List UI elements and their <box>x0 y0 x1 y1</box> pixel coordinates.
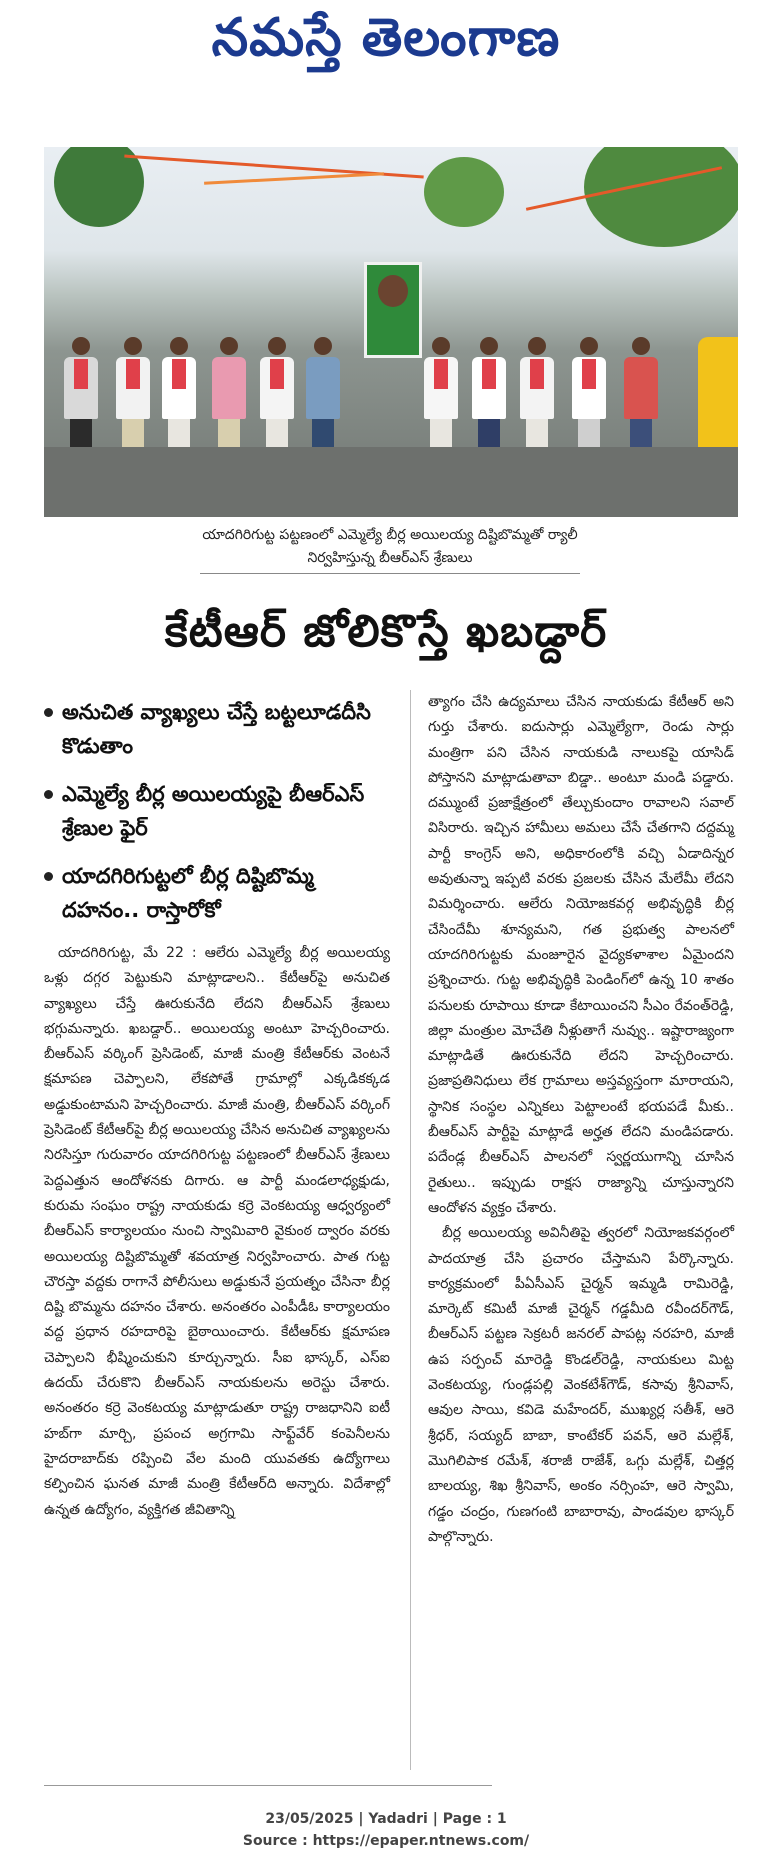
article-paragraph: బీర్ల అయిలయ్య అవినీతిపై త్వరలో నియోజకవర్గంలో పాదయాత్ర చేసి ప్రచారం చేస్తామని పేర్కొన్నారు. కార్యక్రమంలో పీఏసీఎస్ చైర్మన్ ఇమ్మడి రామిరెడ్డి, మార్కెట్ కమిటీ మాజీ చైర్మన్ గడ్డమీది రవీందర్‌గౌడ్, బీఆర్ఎస్ పట్టణ సెక్రటరీ జనరల్ పాపట్ల నరహరి, మాజీ ఉప సర్పంచ్ మారెడ్డి కొండల్‌రెడ్డి, నాయకులు మిట్ట వెంకటయ్య, గుండ్లపల్లి వెంకటేశ్‌గౌడ్, కసావు శ్రీనివాస్, ఆవుల సాయి, కవిడె మహేందర్, ముఖ్యర్ల సతీశ్, ఆరె శ్రీధర్, సయ్యద్ బాబా, కాంటేకర్ పవన్, ఆరె మల్లేశ్, మొగిలిపాక రమేశ్, శరాజీ రాజేశ్, ఒగ్గు మల్లేశ్, చిత్తర్ల బాలయ్య, శిఖ శ్రీనివాస్, అంకం నర్సింహ, ఆరె స్వామి, గడ్డం చంద్రం, గుణగంటి బాబారావు, పాండవుల భాస్కర్ పాల్గొన్నారు. <box>428 1225 734 1545</box>
bullet-icon <box>44 872 53 881</box>
article-paragraph: త్యాగం చేసి ఉద్యమాలు చేసిన నాయకుడు కేటీఆర్ అని గుర్తు చేశారు. ఐదుసార్లు ఎమ్మెల్యేగా, రెండు సార్లు మంత్రిగా పని చేసిన నాయకుడి నాలుకపై యాసిడ్ పోస్తానని మాట్లాడుతావా బిడ్డా.. అంటూ మండి పడ్డారు. దమ్ముంటే ప్రజాక్షేత్రంలో తేల్చుకుందాం రావాలని సవాల్ విసిరారు. ఇచ్చిన హామీలు అమలు చేసే చేతగాని దద్దమ్మ పార్టీ కాంగ్రెస్ అని, అధికారంలోకి వచ్చి ఏడాదిన్నర అవుతున్నా ఇప్పటి వరకు ప్రజలకు చేసిన మేలేమీ లేదని విమర్శించారు. ఆలేరు నియోజకవర్గ అభివృద్ధికి బీర్ల చేసిందేమీ శూన్యమని, గత ప్రభుత్వ పాలనలో యాదగిరిగుట్టకు మంజూరైన వైద్యకళాశాల ఏమైందని ప్రశ్నించారు. గుట్ట అభివృద్ధికి పెండింగ్‌లో ఉన్న 10 శాతం పనులకు రూపాయి కూడా కేటాయించని సీఎం రేవంత్‌రెడ్డి, జిల్లా మంత్రుల మోచేతి నీళ్లుతాగే నువ్వు.. ఇష్టారాజ్యంగా మాట్లాడితే ఊరుకునేది లేదని హెచ్చరించారు. ప్రజాప్రతినిధులు లేక గ్రామాలు అస్తవ్యస్తంగా మారాయని, స్థానిక సంస్థల ఎన్నికలు పెట్టాలంటే భయపడే మీకు.. బీఆర్ఎస్ పార్టీపై మాట్లాడే అర్హత లేదని మండిపడారు. పదేండ్ల బీఆర్ఎస్ పాలనలో స్వర్ణయుగాన్ని చూసిన రైతులు.. ఇప్పుడు రాక్షస రాజ్యాన్ని చూస్తున్నారని ఆందోళన వ్యక్తం చేశారు. <box>428 694 734 1216</box>
highlight-text: యాదగిరిగుట్టలో బీర్ల దిష్టిబొమ్మ దహనం.. రాస్తారోకో <box>62 864 314 922</box>
article-column-right <box>428 690 734 1550</box>
highlight-item <box>44 777 390 845</box>
road <box>44 447 738 517</box>
news-photo <box>44 147 738 517</box>
footer-date-edition: 23/05/2025 | Yadadri | Page : 1 <box>265 1811 507 1827</box>
photo-caption: యాదగిరిగుట్ట పట్టణంలో ఎమ్మెల్యే బీర్ల అయిలయ్య దిష్టిబొమ్మతో ర్యాలీ నిర్వహిస్తున్న బీఆర్ఎస్ శ్రేణులు <box>200 524 580 574</box>
bullet-icon <box>44 708 53 717</box>
highlight-text: అనుచిత వ్యాఖ్యలు చేస్తే బట్టలూడదీసి కొడుతాం <box>62 700 371 758</box>
article-headline: కేటీఆర్ జోలికొస్తే ఖబడ్దార్ <box>164 606 608 657</box>
article-column-left <box>44 695 390 1523</box>
highlight-text: ఎమ్మెల్యే బీర్ల అయిలయ్యపై బీఆర్ఎస్ శ్రేణుల ఫైర్ <box>62 782 365 840</box>
effigy-poster <box>364 262 422 358</box>
article-end-rule <box>44 1785 492 1786</box>
auto-rickshaw <box>698 337 738 457</box>
article-body-left: యాదగిరిగుట్ట, మే 22 : ఆలేరు ఎమ్మెల్యే బీర్ల అయిలయ్య ఒళ్లు దగ్గర పెట్టుకుని మాట్లాడాలని.. కేటీఆర్‌పై అనుచిత వ్యాఖ్యలు చేస్తే ఊరుకునేది లేదని బీఆర్ఎస్ శ్రేణులు భగ్గుమన్నారు. ఖబడ్దార్.. అయిలయ్య అంటూ హెచ్చరించారు. బీఆర్ఎస్ వర్కింగ్ ప్రెసిడెంట్, మాజీ మంత్రి కేటీఆర్‌కు వెంటనే క్షమాపణ చెప్పాలని, లేకపోతే గ్రామాల్లో ఎక్కడికక్కడ అడ్డుకుంటామని హెచ్చరించారు. మాజీ మంత్రి, బీఆర్ఎస్ వర్కింగ్ ప్రెసిడెంట్ కేటీఆర్‌పై బీర్ల అయిలయ్య చేసిన అనుచిత వ్యాఖ్యలను నిరసిస్తూ గురువారం యాదగిరిగుట్ట పట్టణంలో బీఆర్ఎస్ శ్రేణులు పెద్దఎత్తున ఆందోళనకు దిగారు. ఆ పార్టీ మండలాధ్యక్షుడు, కురుమ సంఘం రాష్ట్ర నాయకుడు కర్రె వెంకటయ్య ఆధ్వర్యంలో బీఆర్ఎస్ కార్యాలయం నుంచి స్వామివారి వైకుంఠ ద్వారం వరకు అయిలయ్య దిష్టిబొమ్మతో శవయాత్ర నిర్వహించారు. పాత గుట్ట చౌరస్తా వద్దకు రాగానే పోలీసులు అడ్డుకునే ప్రయత్నం చేసినా బీర్ల దిష్టి బొమ్మను దహనం చేశారు. అనంతరం ఎంపీడీఓ కార్యాలయం వద్ద ప్రధాన రహదారిపై బైఠాయించారు. కేటీఆర్‌కు క్షమాపణ చెప్పాలని భీష్మించుకుని కూర్చున్నారు. సీఐ భాస్కర్, ఎస్ఐ ఉదయ్ చేరుకొని బీఆర్ఎస్ నాయకులను అరెస్టు చేశారు. అనంతరం కర్రె వెంకటయ్య మాట్లాడుతూ రాష్ట్ర రాజధానిని ఐటీ హబ్‌గా మార్చి, ప్రపంచ అగ్రగామి సాఫ్ట్‌వేర్ కంపెనీలను హైదరాబాద్‌కు రప్పించి వేల మంది యువతకు ఉద్యోగాలు కల్పించిన ఘనత మాజీ మంత్రి కేటీఆర్‌ది అన్నారు. విదేశాల్లో ఉన్నత ఉద్యోగం, వ్యక్తిగత జీవితాన్ని <box>44 945 390 1518</box>
highlight-item <box>44 859 390 927</box>
bullet-icon <box>44 790 53 799</box>
footer-source-link[interactable]: Source : https://epaper.ntnews.com/ <box>242 1833 530 1849</box>
newspaper-masthead: నమస్తే తెలంగాణ <box>211 8 561 68</box>
column-divider <box>410 690 411 1770</box>
page-footer <box>0 1808 772 1852</box>
highlight-item <box>44 695 390 763</box>
